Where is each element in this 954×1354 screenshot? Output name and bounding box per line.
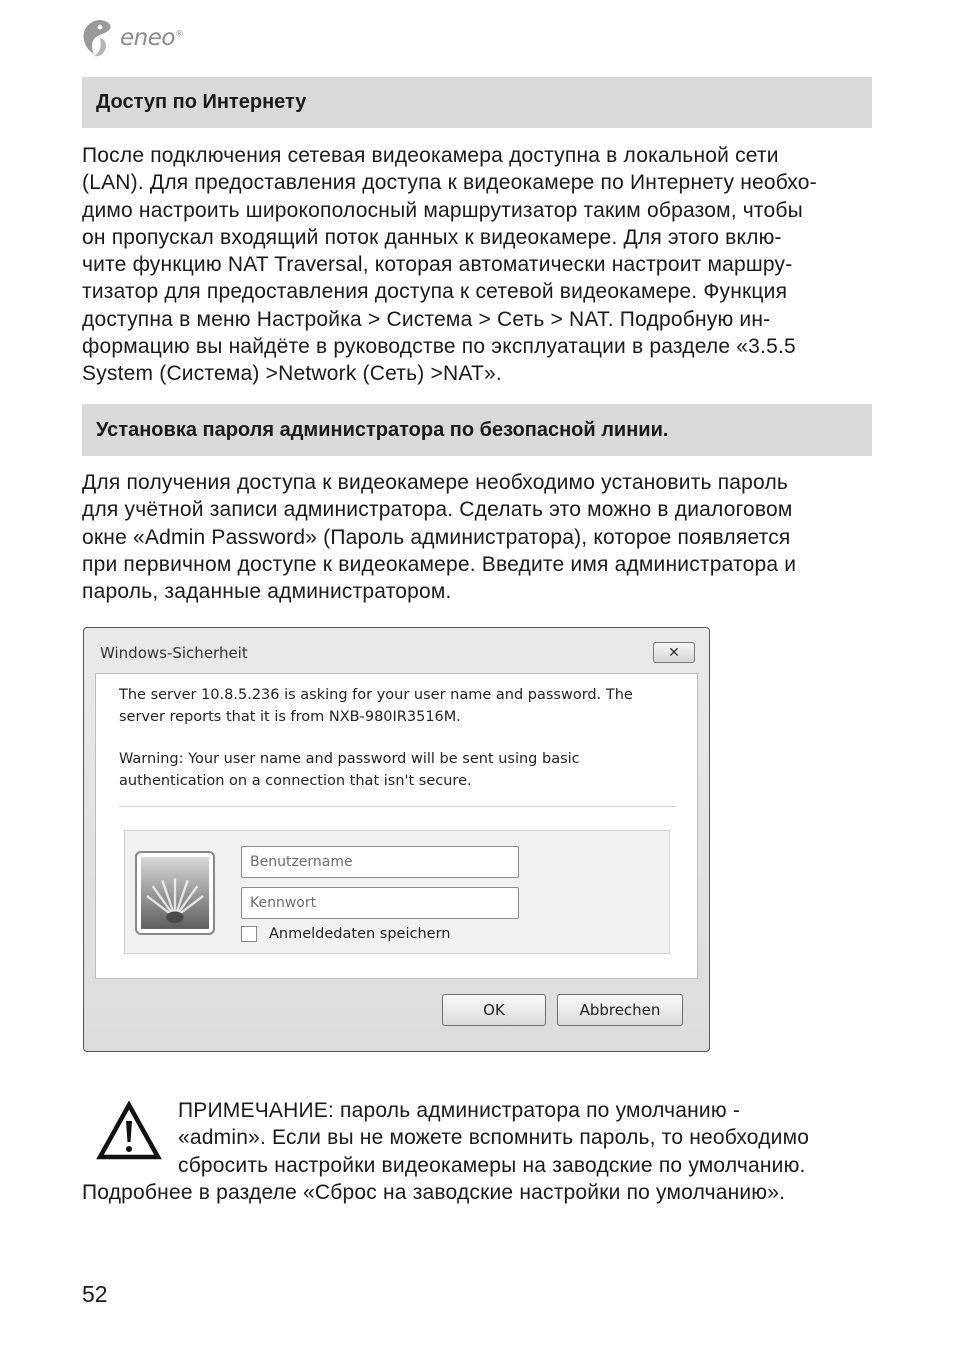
paragraph-line: чите функцию NAT Traversal, которая автоматически настроит маршру- — [82, 253, 793, 277]
note-line: ПРИМЕЧАНИЕ: пароль администратора по умолчанию - — [178, 1099, 741, 1122]
paragraph-line: при первичном доступе к видеокамере. Введите имя администратора и — [82, 552, 797, 576]
section-heading-internet-access: Доступ по Интернету — [82, 77, 872, 128]
close-button[interactable] — [653, 642, 695, 663]
message-line: server reports that it is from NXB-980IR3516M. — [119, 708, 461, 725]
close-icon: ✕ — [668, 644, 680, 661]
paragraph-line: димо настроить широкополосный маршрутизатор таким образом, чтобы — [82, 198, 803, 222]
logo-text: eneo® — [120, 25, 184, 51]
note-line: сбросить настройки видеокамеры на заводские по умолчанию. — [178, 1153, 806, 1177]
eneo-logo — [80, 18, 183, 58]
remember-credentials[interactable] — [241, 926, 451, 942]
note-line: «admin». Если вы не можете вспомнить пароль, то необходимо — [178, 1126, 810, 1150]
server-message — [119, 685, 633, 728]
dialog-title: Windows-Sicherheit — [100, 644, 248, 662]
paragraph-line: тизатор для предоставления доступа к сетевой видеокамере. Функция — [82, 280, 788, 304]
dialog-body — [95, 673, 698, 979]
user-avatar — [135, 851, 215, 935]
paragraph-line: доступна в меню Настройка > Система > Сеть > NAT. Подробную ин- — [82, 307, 771, 331]
note-paragraph — [82, 1097, 882, 1206]
page-number: 52 — [82, 1281, 108, 1307]
paragraph-line: После подключения сетевая видеокамера доступна в локальной сети — [82, 144, 779, 167]
message-line: authentication on a connection that isn't secure. — [119, 772, 472, 789]
username-input[interactable] — [241, 846, 519, 878]
note-line: Подробнее в разделе «Сброс на заводские настройки по умолчанию». — [82, 1180, 786, 1204]
windows-security-dialog — [83, 627, 710, 1052]
flower-avatar-icon — [141, 857, 209, 929]
paragraph-line: он пропускал входящий поток данных к видеокамере. Для этого вклю- — [82, 225, 782, 249]
paragraph-line: пароль, заданные администратором. — [82, 580, 452, 604]
ok-button[interactable]: OK — [442, 994, 546, 1026]
admin-password-paragraph — [82, 469, 882, 605]
message-line: Warning: Your user name and password will be sent using basic — [119, 751, 580, 767]
message-line: The server 10.8.5.236 is asking for your user name and password. The — [119, 687, 633, 703]
paragraph-line: окне «Admin Password» (Пароль администратора), которое появляется — [82, 525, 791, 549]
section-heading-admin-password: Установка пароля администратора по безопасной линии. — [82, 404, 872, 456]
remember-checkbox[interactable] — [241, 926, 257, 942]
paragraph-line: формацию вы найдёте в руководстве по эксплуатации в разделе «3.5.5 — [82, 335, 796, 359]
paragraph-line: Для получения доступа к видеокамере необходимо установить пароль — [82, 471, 789, 494]
eneo-logo-icon — [80, 18, 116, 58]
internet-access-paragraph — [82, 142, 882, 388]
divider — [119, 806, 676, 807]
paragraph-line: для учётной записи администратора. Сделать это можно в диалоговом — [82, 498, 793, 522]
paragraph-line: System (Система) >Network (Сеть) >NAT». — [82, 362, 502, 386]
warning-message — [119, 749, 580, 792]
paragraph-line: (LAN). Для предоставления доступа к видеокамере по Интернету необхо- — [82, 171, 817, 195]
credentials-panel — [124, 830, 670, 954]
cancel-button[interactable]: Abbrechen — [557, 994, 683, 1026]
password-input[interactable] — [241, 887, 519, 919]
remember-label: Anmeldedaten speichern — [269, 926, 451, 942]
